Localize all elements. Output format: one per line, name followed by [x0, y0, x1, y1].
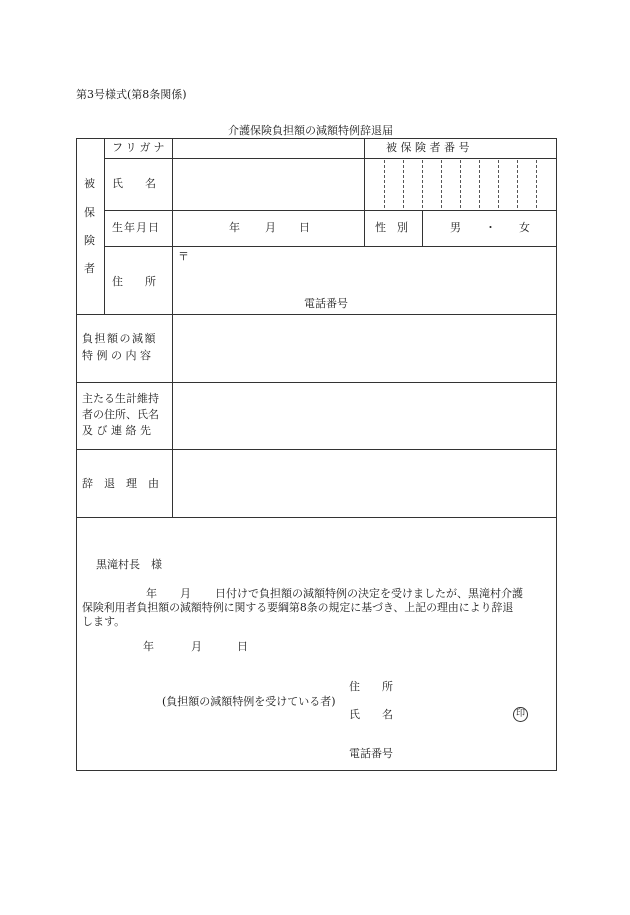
declaration-line-2: 保険利用者負担額の減額特例に関する要綱第8条の規定に基づき、上記の理由により辞退 — [82, 601, 514, 614]
supporter-label-1: 主たる生計維持 — [82, 392, 159, 405]
birthdate-label: 生年月日 — [112, 221, 160, 234]
insured-number-field[interactable] — [368, 162, 554, 208]
applicant-address-label: 住 所 — [349, 680, 393, 693]
decision-month-unit: 月 — [180, 587, 191, 600]
decision-year-unit: 年 — [146, 587, 157, 600]
insured-group-label-2: 保 — [84, 206, 95, 219]
submit-year-unit: 年 — [143, 640, 154, 653]
addressee: 黒滝村長 様 — [96, 558, 162, 571]
name-label: 氏 名 — [112, 177, 156, 190]
reduction-content-label-1: 負担額の減額 — [82, 332, 157, 345]
reduction-content-label-2: 特 例 の 内 容 — [82, 349, 151, 362]
reason-field[interactable] — [176, 453, 552, 513]
insured-group-label-1: 被 — [84, 177, 95, 190]
form-number: 第3号様式(第8条関係) — [76, 88, 187, 101]
insured-group-label-4: 者 — [84, 262, 95, 275]
supporter-field[interactable] — [176, 386, 552, 446]
reason-label: 辞 退 理 由 — [82, 477, 159, 490]
birth-year-unit: 年 — [229, 221, 240, 234]
furigana-field[interactable] — [176, 140, 362, 156]
address-label: 住 所 — [112, 275, 156, 288]
birth-month-unit: 月 — [265, 221, 276, 234]
name-field[interactable] — [176, 162, 362, 208]
submit-month-unit: 月 — [191, 640, 202, 653]
applicant-phone-label: 電話番号 — [349, 747, 393, 760]
supporter-label-2: 者の住所、氏名 — [82, 408, 159, 421]
postal-mark: 〒 — [178, 250, 189, 263]
sex-option-female[interactable]: 女 — [519, 221, 530, 234]
form-title: 介護保険負担額の減額特例辞退届 — [228, 124, 393, 137]
supporter-label-3: 及 び 連 絡 先 — [82, 424, 151, 437]
reduction-content-field[interactable] — [176, 318, 552, 378]
furigana-label: フリガナ — [112, 141, 168, 154]
sex-option-male[interactable]: 男 — [450, 221, 461, 234]
sex-option-separator: ・ — [485, 221, 496, 234]
applicant-note: (負担額の減額特例を受けている者) — [162, 695, 336, 708]
insured-group-label-3: 険 — [84, 234, 95, 247]
birth-day-unit: 日 — [299, 221, 310, 234]
declaration-line-3: します。 — [82, 615, 126, 628]
seal-mark: 印 — [513, 707, 528, 722]
insured-number-label: 被 保 険 者 番 号 — [386, 141, 470, 154]
submit-day-unit: 日 — [237, 640, 248, 653]
applicant-name-label: 氏 名 — [349, 708, 393, 721]
declaration-line-1: 日付けで負担額の減額特例の決定を受けましたが、黒滝村介護 — [215, 587, 523, 600]
phone-label: 電話番号 — [304, 297, 348, 310]
sex-label: 性 別 — [375, 221, 408, 234]
address-field[interactable] — [190, 250, 550, 290]
